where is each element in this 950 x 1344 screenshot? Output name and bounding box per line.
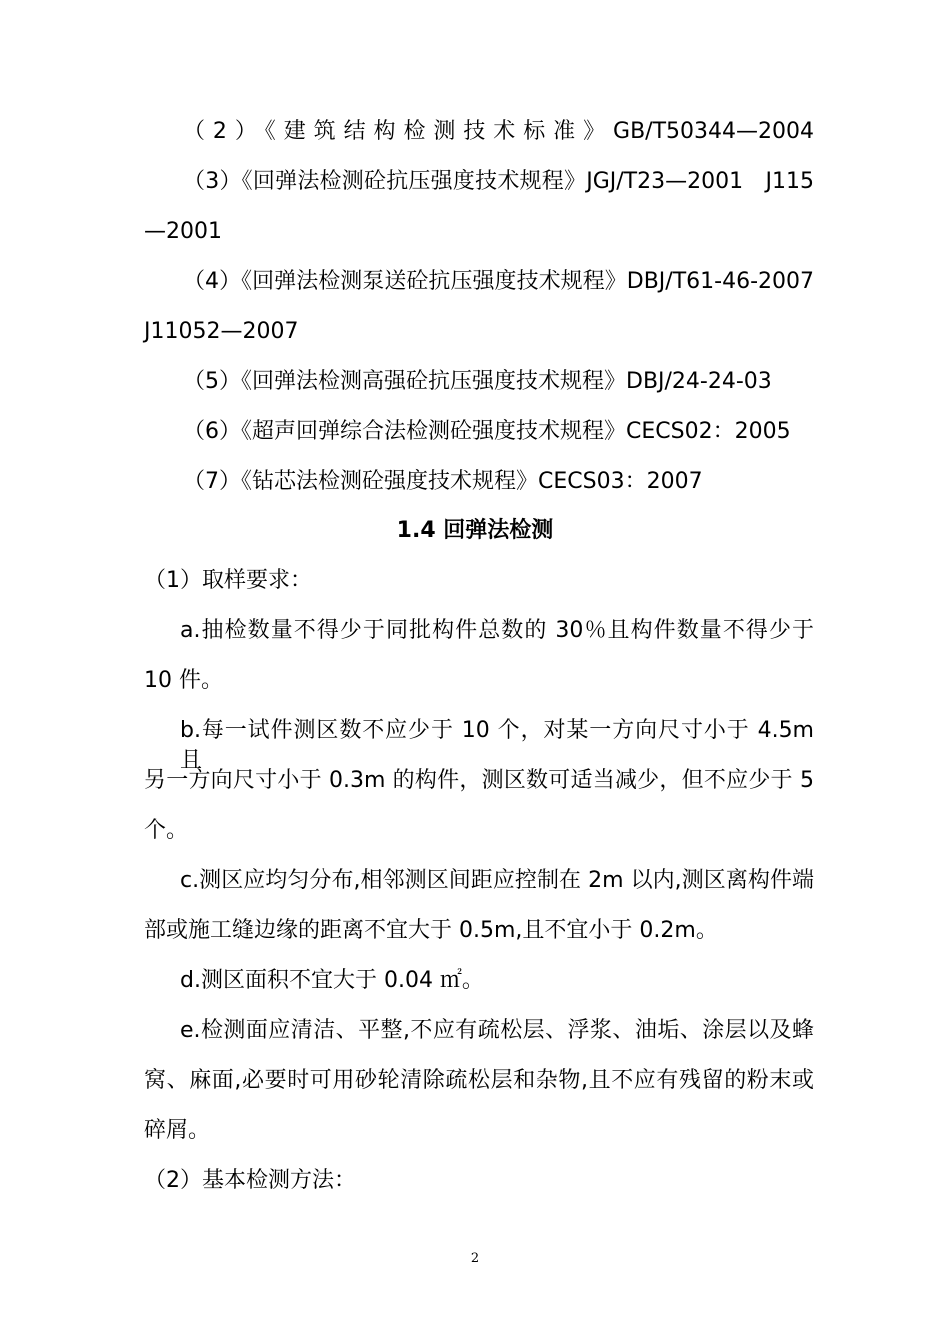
standard-item-3: （3）《回弹法检测砼抗压强度技术规程》JGJ/T23—2001 J115 [183, 169, 814, 194]
sampling-rule-b-line-3: 个。 [144, 818, 189, 843]
sampling-rule-b-line-2: 另一方向尺寸小于 0.3m 的构件，测区数可适当减少，但不应少于 5 [144, 768, 814, 793]
sampling-rule-e-line-3: 碎屑。 [144, 1118, 211, 1143]
standard-item-6: （6）《超声回弹综合法检测砼强度技术规程》CECS02：2005 [183, 419, 791, 444]
sampling-rule-a-line-2: 10 件。 [144, 668, 223, 693]
section-title: 1.4 回弹法检测 [396, 518, 554, 543]
sampling-rule-e-line-2: 窝、麻面,必要时可用砂轮清除疏松层和杂物,且不应有残留的粉末或 [144, 1068, 814, 1093]
basic-method-heading: （2）基本检测方法： [144, 1168, 356, 1193]
sampling-rule-a-line-1: a.抽检数量不得少于同批构件总数的 30％且构件数量不得少于 [180, 618, 814, 643]
standard-item-7: （7）《钻芯法检测砼强度技术规程》CECS03：2007 [183, 469, 703, 494]
standard-item-4: （4）《回弹法检测泵送砼抗压强度技术规程》DBJ/T61-46-2007 [183, 269, 814, 294]
standard-item-2: （2）《建筑结构检测技术标准》GB/T50344—2004 [183, 119, 814, 144]
sampling-requirements-heading: （1）取样要求： [144, 568, 312, 593]
page-number: 2 [470, 1251, 480, 1266]
sampling-rule-e-line-1: e.检测面应清洁、平整,不应有疏松层、浮浆、油垢、涂层以及蜂 [180, 1018, 814, 1043]
sampling-rule-c-line-2: 部或施工缝边缘的距离不宜大于 0.5m,且不宜小于 0.2m。 [144, 918, 718, 943]
standard-item-3-continuation: —2001 [144, 219, 222, 244]
sampling-rule-c-line-1: c.测区应均匀分布,相邻测区间距应控制在 2m 以内,测区离构件端 [180, 868, 814, 893]
standard-item-5: （5）《回弹法检测高强砼抗压强度技术规程》DBJ/24-24-03 [183, 369, 772, 394]
sampling-rule-b-line-1: b.每一试件测区数不应少于 10 个，对某一方向尺寸小于 4.5m 且 [180, 718, 814, 773]
standard-item-4-continuation: J11052—2007 [144, 319, 299, 344]
sampling-rule-d: d.测区面积不宜大于 0.04 ㎡。 [180, 968, 484, 993]
